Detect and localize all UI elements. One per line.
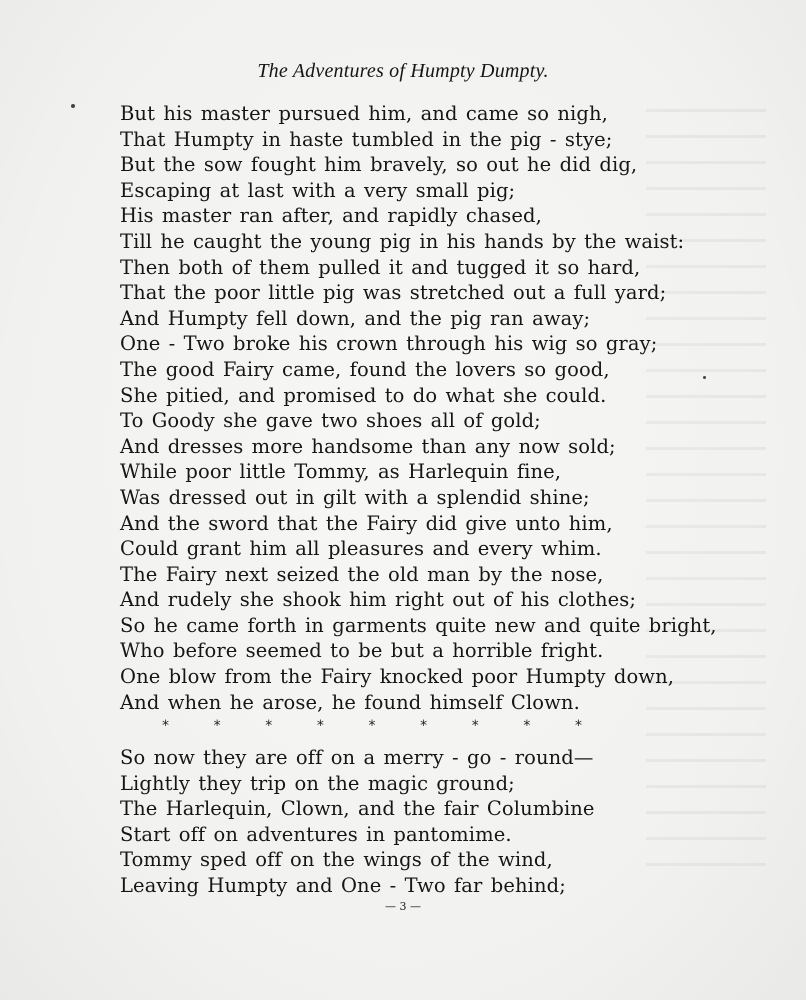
verse-line: Leaving Humpty and One - Two far behind; [120, 873, 566, 897]
verse-line: While poor little Tommy, as Harlequin fine, [120, 460, 562, 484]
verse-line: Escaping at last with a very small pig; [120, 178, 516, 202]
asterisk-glyph: * [316, 718, 324, 734]
verse-line: Lightly they trip on the magic ground; [120, 771, 515, 795]
asterisk-glyph: * [575, 718, 582, 734]
verse-line: She pitied, and promised to do what she could. [120, 383, 607, 407]
asterisk-glyph: * [471, 718, 479, 734]
verse-line: To Goody she gave two shoes all of gold; [120, 409, 541, 433]
asterisk-glyph: * [162, 718, 169, 734]
verse-line: Could grant him all pleasures and every whim. [120, 537, 602, 561]
verse-line: And rudely she shook him right out of his clothes; [120, 588, 637, 612]
asterisk-glyph: * [523, 718, 531, 734]
ink-speck [71, 104, 75, 108]
verse-line: But his master pursued him, and came so nigh, [120, 102, 608, 125]
verse-line: Till he caught the young pig in his hands by the waist: [120, 229, 685, 253]
asterisk-separator [162, 718, 582, 734]
verse-line: So he came forth in garments quite new and quite bright, [120, 613, 717, 637]
verse-line: The Fairy next seized the old man by the nose, [120, 562, 604, 586]
asterisk-glyph: * [265, 718, 273, 734]
running-title: The Adventures of Humpty Dumpty. [257, 60, 549, 82]
verse-line: That the poor little pig was stretched out a full yard; [120, 281, 667, 305]
verse-line: That Humpty in haste tumbled in the pig - stye; [120, 127, 613, 151]
asterisk-glyph: * [213, 718, 221, 734]
verse-line: But the sow fought him bravely, so out he did dig, [120, 153, 638, 177]
verse-line: Then both of them pulled it and tugged it so hard, [120, 255, 641, 279]
verse-line: And dresses more handsome than any now sold; [120, 434, 616, 458]
verse-line: Tommy sped off on the wings of the wind, [120, 848, 553, 872]
verse-line: One blow from the Fairy knocked poor Humpty down, [120, 665, 675, 689]
verse-line: And the sword that the Fairy did give unto him, [120, 511, 613, 535]
asterisk-glyph: * [368, 718, 376, 734]
verse-line: So now they are off on a merry - go - round— [120, 746, 594, 769]
verse-line: Who before seemed to be but a horrible fright. [120, 639, 604, 663]
verse-line: One - Two broke his crown through his wig so gray; [120, 332, 658, 356]
verse-line: Start off on adventures in pantomime. [120, 822, 512, 846]
verse-line: The Harlequin, Clown, and the fair Columbine [120, 797, 595, 821]
stanza-one [120, 101, 717, 715]
stanza-two [120, 745, 595, 899]
verse-line: And when he arose, he found himself Clown. [120, 690, 580, 714]
verse-line: The good Fairy came, found the lovers so good, [120, 357, 610, 381]
verse-line: His master ran after, and rapidly chased, [120, 204, 542, 228]
verse-line: And Humpty fell down, and the pig ran away; [120, 306, 591, 330]
asterisk-glyph: * [420, 718, 428, 734]
verse-line: Was dressed out in gilt with a splendid shine; [120, 485, 590, 509]
page-number: — 3 — [385, 900, 421, 913]
